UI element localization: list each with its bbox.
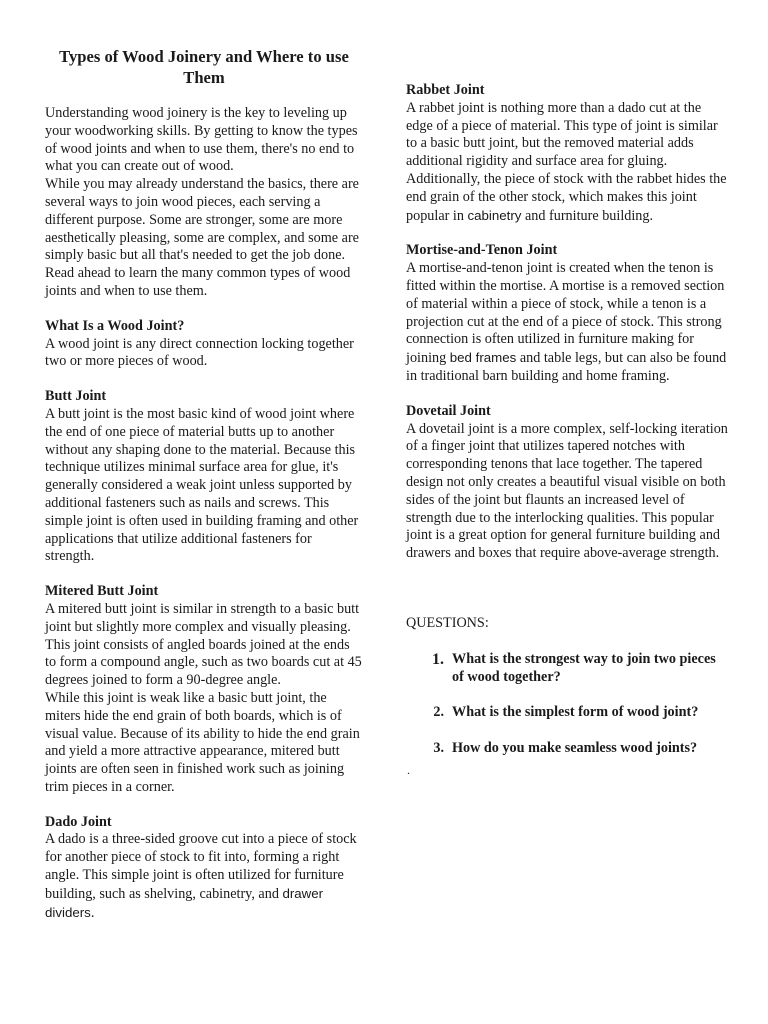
dado-joint-body	[45, 831, 363, 922]
list-item	[406, 651, 728, 687]
mortise-joint-section	[406, 242, 728, 385]
rabbet-body-text: A rabbet joint is nothing more than a dado cut at the edge of a piece of material. This type of joint is similar to a basic butt joint, but the removed material adds additional rigidity and surface area for gluing. Additionally, the piece of stock with the rabbet hides the end grain of the other stock, which makes this joint popular in	[406, 99, 727, 224]
question-number: 3.	[433, 740, 444, 757]
dado-body-end: .	[90, 904, 95, 921]
questions-list	[406, 651, 728, 758]
stray-mark: .	[407, 763, 410, 777]
bed-frames-link[interactable]: bed frames	[449, 350, 517, 366]
questions-section	[406, 615, 728, 758]
page-title: Types of Wood Joinery and Where to use Them	[59, 47, 349, 87]
cabinetry-link[interactable]: cabinetry	[467, 207, 522, 223]
question-text: What is the strongest way to join two pieces of wood together?	[452, 650, 716, 685]
question-number: 1.	[432, 650, 444, 668]
what-is-body: A wood joint is any direct connection locking together two or more pieces of wood.	[45, 335, 354, 370]
dovetail-joint-section	[406, 403, 728, 563]
rabbet-joint-heading: Rabbet Joint	[406, 82, 485, 98]
mitered-joint-paragraph-2: While this joint is weak like a basic butt joint, the miters hide the end grain of both boards, which is of visual value. Because of its ability to hide the end grain and yield a more attractive appearance, mitered butt joints are often seen in finished work such as joining trim pieces in a corner.	[45, 689, 360, 795]
mortise-joint-body	[406, 260, 728, 386]
list-item	[406, 704, 728, 722]
dovetail-joint-heading: Dovetail Joint	[406, 402, 491, 419]
mitered-joint-heading: Mitered Butt Joint	[45, 583, 159, 600]
what-is-section	[45, 318, 363, 371]
mortise-joint-heading: Mortise-and-Tenon Joint	[406, 242, 558, 259]
rabbet-joint-section	[406, 82, 728, 225]
question-text: What is the simplest form of wood joint?	[452, 704, 699, 721]
rabbet-joint-body	[406, 100, 728, 226]
mortise-body-end: and table legs, but can also be found in traditional barn building and home framing.	[406, 350, 727, 384]
intro-section	[45, 105, 363, 301]
left-column	[45, 47, 363, 922]
what-is-heading: What Is a Wood Joint?	[45, 317, 185, 334]
dado-joint-heading: Dado Joint	[45, 813, 112, 830]
intro-paragraph-2: While you may already understand the basics, there are several ways to join wood pieces, each serving a different purpose. Some are stronger, some are more aesthetically pleasing, some are complex, and some are simply basic but all that's needed to get the job done. Read ahead to learn the many common types of wood joints and when to use them.	[45, 176, 359, 299]
dado-joint-section	[45, 814, 363, 923]
mitered-joint-paragraph-1: A mitered butt joint is similar in strength to a basic butt joint but slightly more complex and visually pleasing. This joint consists of angled boards joined at the ends to form a compound angle, such as two boards cut at 45 degrees joined to form a 90-degree angle.	[45, 600, 362, 689]
drawer-dividers-link[interactable]: drawer dividers	[45, 885, 324, 920]
question-number: 2.	[433, 704, 444, 721]
butt-joint-heading: Butt Joint	[45, 388, 107, 405]
dovetail-joint-body: A dovetail joint is a more complex, self-locking iteration of a finger joint that utilizes tapered notches with corresponding tenons that lace together. The tapered design not only creates a beautiful visual visible on both sides of the joint but flaunts an increased level of strength due to the interlocking qualities. This popular joint is a great option for general furniture building and drawers and boxes that require above-average strength.	[406, 420, 728, 562]
dado-body-text: A dado is a three-sided groove cut into a piece of stock for another piece of stock to fit into, forming a right angle. This simple joint is often utilized for furniture building, such as shelving, cabinetry, and	[45, 831, 357, 902]
list-item	[406, 740, 728, 758]
butt-joint-section	[45, 388, 363, 566]
rabbet-body-end: and furniture building.	[521, 207, 654, 224]
mitered-joint-section	[45, 583, 363, 797]
questions-heading: QUESTIONS:	[406, 614, 489, 631]
question-text: How do you make seamless wood joints?	[452, 740, 698, 757]
mortise-body-text: A mortise-and-tenon joint is created when the tenon is fitted within the mortise. A mortise is a removed section of material within a piece of stock, while a tenon is a projection cut at the end of a piece of stock. This strong connection is often utilized in furniture making for joining	[406, 260, 725, 367]
right-column	[406, 82, 728, 776]
butt-joint-body: A butt joint is the most basic kind of wood joint where the end of one piece of material butts up to another without any shaping done to the material. Because this technique utilizes minimal surface area for glue, it's generally considered a weak joint unless supported by additional fasteners such as nails and screws. This simple joint is often used in building framing and other applications that utilize additional fasteners for strength.	[45, 405, 359, 565]
intro-paragraph-1: Understanding wood joinery is the key to leveling up your woodworking skills. By getting to know the types of wood joints and when to use them, there's no end to what you can create out of wood.	[45, 105, 358, 175]
